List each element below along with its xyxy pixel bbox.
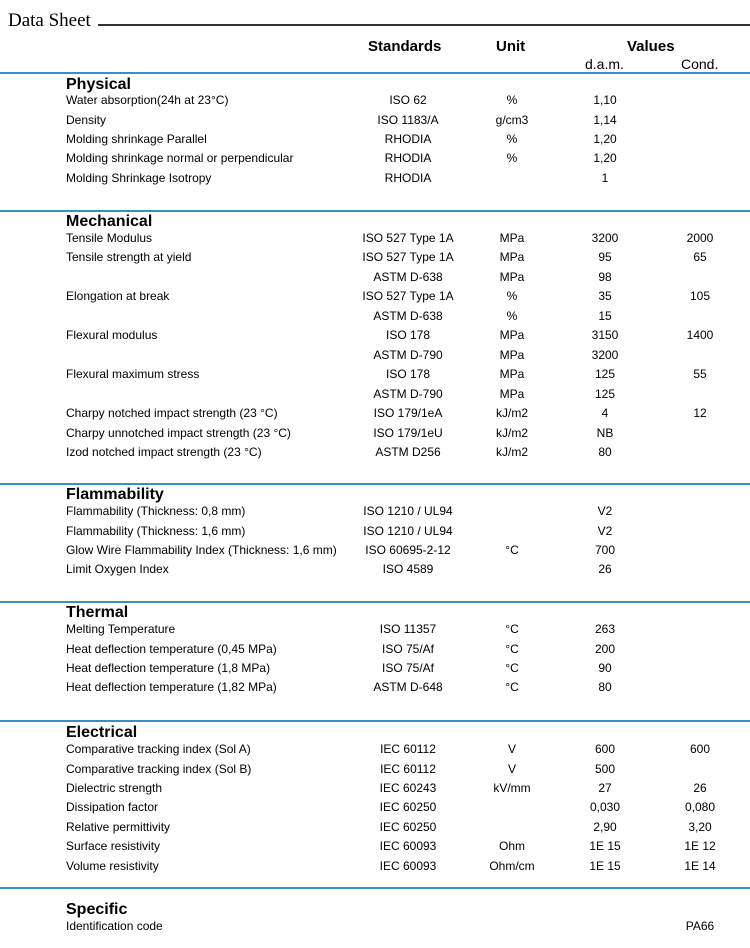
cell-cond: 12 xyxy=(693,406,707,420)
cell-standard: ISO 1183/A xyxy=(377,112,439,127)
cell-property: Charpy unnotched impact strength (23 °C) xyxy=(66,425,291,440)
cell-dam: 26 xyxy=(598,562,612,577)
cell-standard: ISO 178 xyxy=(385,328,431,343)
cell-standard: ASTM D-638 xyxy=(373,269,443,284)
cell-standard: ISO 178 xyxy=(385,367,431,382)
cell-cond: 1E 12 xyxy=(684,839,716,854)
cond-header: Cond. xyxy=(681,56,719,72)
cell-cond: 3,20 xyxy=(688,819,712,834)
table-row xyxy=(0,818,750,837)
cell-unit: MPa xyxy=(499,231,525,245)
cell-dam: 1,10 xyxy=(593,93,617,107)
cell-standard: ASTM D-638 xyxy=(373,308,443,323)
cell-unit: V xyxy=(507,761,516,776)
cell-cond: 600 xyxy=(689,742,711,756)
table-row xyxy=(0,640,750,659)
cell-unit: % xyxy=(506,93,518,107)
cell-dam: V2 xyxy=(597,504,613,518)
cell-unit: % xyxy=(506,151,518,166)
cell-unit: Ohm/cm xyxy=(489,858,535,873)
table-row xyxy=(0,541,750,560)
section-title-flammability: Flammability xyxy=(66,486,164,503)
cell-unit: MPa xyxy=(499,347,525,362)
section-divider xyxy=(0,887,750,889)
dam-header: d.a.m. xyxy=(585,56,624,72)
section-title-physical: Physical xyxy=(66,76,131,93)
cell-property: Elongation at break xyxy=(66,289,170,304)
standards-header: Standards xyxy=(368,38,442,55)
cell-unit: °C xyxy=(505,542,519,557)
cell-unit: °C xyxy=(505,680,519,695)
cell-property: Molding Shrinkage Isotropy xyxy=(66,170,212,185)
cell-dam: 4 xyxy=(601,406,609,420)
cell-property: Melting Temperature xyxy=(66,622,176,636)
cell-dam: 15 xyxy=(598,308,612,323)
cell-dam: 200 xyxy=(594,641,616,656)
cell-unit: kJ/m2 xyxy=(495,425,528,440)
cell-standard: ASTM D-790 xyxy=(373,347,443,362)
cell-unit: °C xyxy=(505,622,519,636)
cell-dam: 125 xyxy=(594,367,616,382)
cell-dam: 3150 xyxy=(591,328,619,343)
cell-property: Relative permittivity xyxy=(66,819,171,834)
cell-property: Identification code xyxy=(66,919,163,933)
table-row xyxy=(0,779,750,798)
cell-dam: V2 xyxy=(597,523,613,538)
cell-property: Water absorption(24h at 23°C) xyxy=(66,93,229,107)
cell-standard: IEC 60250 xyxy=(379,819,437,834)
cell-unit: % xyxy=(506,308,518,323)
cell-dam: 263 xyxy=(594,622,616,636)
cell-dam: 27 xyxy=(598,780,612,795)
cell-dam: 125 xyxy=(594,386,616,401)
cell-standard: ISO 60695-2-12 xyxy=(365,542,451,557)
cell-dam: 600 xyxy=(594,742,616,756)
cell-property: Glow Wire Flammability Index (Thickness: 1,6 mm) xyxy=(66,542,337,557)
cell-standard: RHODIA xyxy=(384,151,432,166)
cell-standard: ASTM D256 xyxy=(375,444,441,459)
section-title-thermal: Thermal xyxy=(66,604,129,621)
table-row xyxy=(0,678,750,697)
cell-dam: 3200 xyxy=(591,347,619,362)
cell-property: Molding shrinkage Parallel xyxy=(66,131,207,146)
cell-standard: RHODIA xyxy=(384,170,432,185)
cell-unit: MPa xyxy=(499,328,525,343)
cell-cond: 26 xyxy=(693,780,707,795)
cell-dam: 1E 15 xyxy=(589,858,621,873)
section-title-electrical: Electrical xyxy=(66,724,138,741)
values-header: Values xyxy=(627,38,675,55)
cell-standard: IEC 60093 xyxy=(379,839,437,854)
cell-property: Surface resistivity xyxy=(66,839,161,854)
cell-property: Tensile strength at yield xyxy=(66,250,192,265)
cell-standard: ISO 1210 / UL94 xyxy=(363,523,453,538)
cell-cond: 2000 xyxy=(686,231,714,245)
cell-standard: ISO 179/1eA xyxy=(373,406,443,420)
cell-unit: g/cm3 xyxy=(495,112,529,127)
cell-standard: ISO 527 Type 1A xyxy=(362,231,454,245)
cell-unit: % xyxy=(506,131,518,146)
table-row xyxy=(0,424,750,443)
table-row xyxy=(0,502,750,521)
cell-property: Limit Oxygen Index xyxy=(66,562,169,577)
cell-property: Dissipation factor xyxy=(66,800,159,815)
cell-cond: 105 xyxy=(689,289,711,304)
page-title: Data Sheet xyxy=(8,10,91,31)
cell-standard: ASTM D-648 xyxy=(373,680,443,695)
cell-cond: 1400 xyxy=(686,328,714,343)
table-row xyxy=(0,443,750,462)
cell-dam: 80 xyxy=(598,680,612,695)
table-row xyxy=(0,111,750,130)
cell-standard: ISO 11357 xyxy=(379,622,437,636)
cell-dam: 90 xyxy=(598,660,612,675)
table-row xyxy=(0,91,750,110)
section-title-mechanical: Mechanical xyxy=(66,213,153,230)
cell-cond: 55 xyxy=(693,367,707,382)
cell-property: Flexural maximum stress xyxy=(66,367,200,382)
cell-dam: 2,90 xyxy=(593,819,617,834)
cell-dam: 500 xyxy=(594,761,616,776)
cell-dam: 1E 15 xyxy=(589,839,621,854)
cell-cond: 1E 14 xyxy=(684,858,716,873)
cell-unit: MPa xyxy=(499,367,525,382)
unit-header: Unit xyxy=(496,38,526,55)
cell-unit: MPa xyxy=(499,269,525,284)
table-row xyxy=(0,169,750,188)
cell-standard: IEC 60112 xyxy=(380,742,436,756)
section-divider xyxy=(0,720,750,722)
cell-unit: °C xyxy=(505,641,519,656)
cell-dam: 1 xyxy=(601,170,609,185)
cell-dam: 80 xyxy=(598,444,612,459)
table-row xyxy=(0,560,750,579)
table-row xyxy=(0,760,750,779)
section-title-specific: Specific xyxy=(66,901,128,918)
cell-property: Flexural modulus xyxy=(66,328,158,343)
cell-property: Heat deflection temperature (1,82 MPa) xyxy=(66,680,277,695)
cell-standard: IEC 60112 xyxy=(380,761,436,776)
cell-property: Charpy notched impact strength (23 °C) xyxy=(66,406,278,420)
cell-standard: ISO 75/Af xyxy=(381,641,435,656)
cell-unit: kV/mm xyxy=(493,780,531,795)
cell-standard: ASTM D-790 xyxy=(373,386,443,401)
section-divider xyxy=(0,72,750,74)
table-row xyxy=(0,307,750,326)
cell-property: Comparative tracking index (Sol A) xyxy=(66,742,251,756)
cell-unit: kJ/m2 xyxy=(495,444,528,459)
cell-dam: 1,20 xyxy=(593,131,617,146)
table-row xyxy=(0,404,750,423)
cell-dam: 0,030 xyxy=(589,800,621,815)
table-row xyxy=(0,620,750,639)
cell-property: Flammability (Thickness: 1,6 mm) xyxy=(66,523,246,538)
cell-unit: V xyxy=(507,742,516,756)
cell-dam: 1,20 xyxy=(593,151,617,166)
cell-dam: 95 xyxy=(598,250,612,265)
table-row xyxy=(0,287,750,306)
cell-dam: 3200 xyxy=(591,231,619,245)
cell-cond: 65 xyxy=(693,250,707,265)
cell-unit: kJ/m2 xyxy=(495,406,528,420)
cell-standard: IEC 60243 xyxy=(379,780,437,795)
table-row xyxy=(0,346,750,365)
cell-property: Volume resistivity xyxy=(66,858,159,873)
cell-property: Tensile Modulus xyxy=(66,231,153,245)
cell-property: Dielectric strength xyxy=(66,780,163,795)
cell-standard: ISO 527 Type 1A xyxy=(362,289,454,304)
table-row xyxy=(0,917,750,936)
cell-dam: NB xyxy=(596,425,614,440)
table-row xyxy=(0,326,750,345)
cell-standard: ISO 4589 xyxy=(382,562,434,577)
table-row xyxy=(0,857,750,876)
cell-standard: ISO 527 Type 1A xyxy=(362,250,454,265)
cell-cond: 0,080 xyxy=(684,800,716,815)
table-row xyxy=(0,798,750,817)
cell-unit: MPa xyxy=(499,250,525,265)
cell-property: Molding shrinkage normal or perpendicular xyxy=(66,151,294,166)
table-row xyxy=(0,837,750,856)
cell-property: Heat deflection temperature (1,8 MPa) xyxy=(66,660,271,675)
title-rule xyxy=(98,24,750,26)
table-row xyxy=(0,522,750,541)
table-row xyxy=(0,149,750,168)
table-row xyxy=(0,659,750,678)
cell-standard: IEC 60250 xyxy=(379,800,437,815)
cell-standard: ISO 62 xyxy=(389,93,427,107)
section-divider xyxy=(0,483,750,485)
table-row xyxy=(0,268,750,287)
table-row xyxy=(0,229,750,248)
table-row xyxy=(0,385,750,404)
table-row xyxy=(0,248,750,267)
cell-dam: 35 xyxy=(598,289,612,304)
cell-property: Density xyxy=(66,112,107,127)
cell-unit: MPa xyxy=(499,386,525,401)
cell-dam: 700 xyxy=(594,542,616,557)
cell-property: Comparative tracking index (Sol B) xyxy=(66,761,252,776)
section-divider xyxy=(0,210,750,212)
table-row xyxy=(0,365,750,384)
section-divider xyxy=(0,601,750,603)
cell-standard: IEC 60093 xyxy=(379,858,437,873)
cell-standard: RHODIA xyxy=(384,131,432,146)
cell-unit: % xyxy=(506,289,518,304)
cell-property: Izod notched impact strength (23 °C) xyxy=(66,444,262,459)
cell-dam: 1,14 xyxy=(593,112,617,127)
cell-standard: ISO 1210 / UL94 xyxy=(363,504,453,518)
cell-dam: 98 xyxy=(598,269,612,284)
cell-standard: ISO 75/Af xyxy=(381,660,435,675)
cell-unit: °C xyxy=(505,660,519,675)
table-row xyxy=(0,130,750,149)
cell-property: Flammability (Thickness: 0,8 mm) xyxy=(66,504,246,518)
cell-cond: PA66 xyxy=(685,919,715,933)
cell-property: Heat deflection temperature (0,45 MPa) xyxy=(66,641,277,656)
cell-standard: ISO 179/1eU xyxy=(373,425,443,440)
cell-unit: Ohm xyxy=(498,839,525,854)
table-row xyxy=(0,740,750,759)
